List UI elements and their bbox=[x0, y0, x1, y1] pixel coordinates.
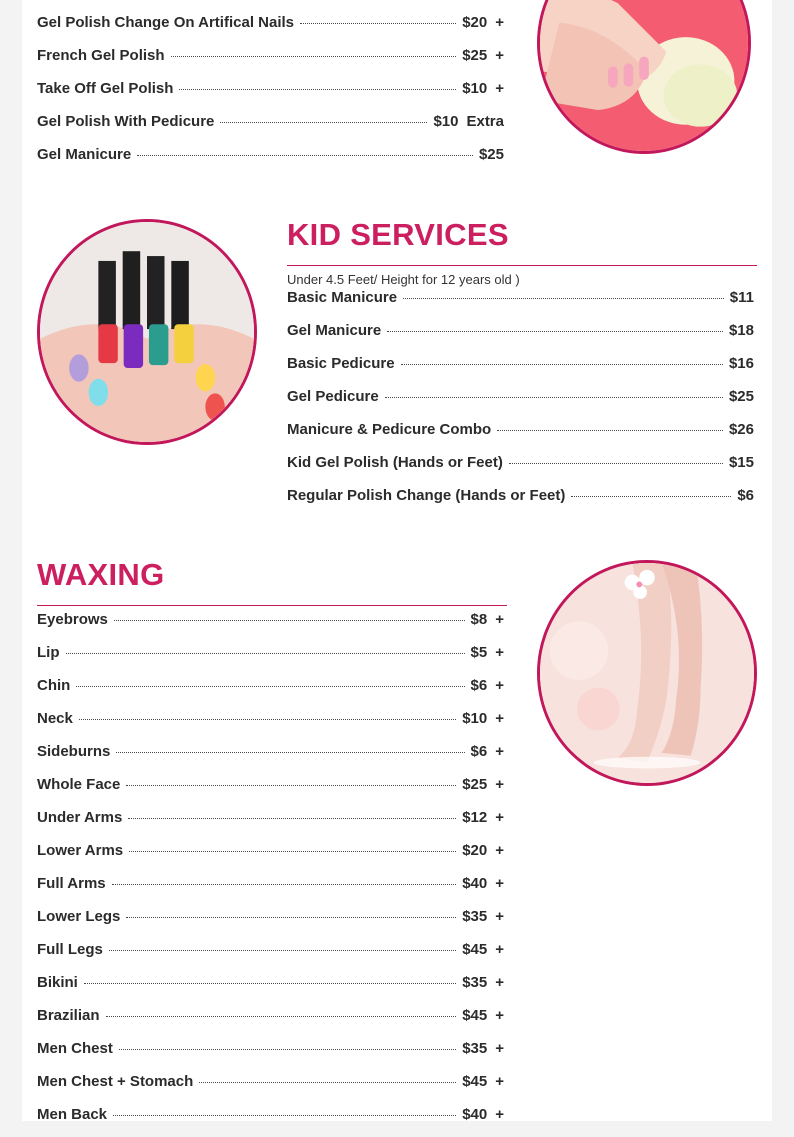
service-name: Lower Legs bbox=[37, 908, 121, 925]
service-price: $25 bbox=[478, 146, 504, 163]
price-suffix: + bbox=[495, 809, 504, 826]
service-price: $35 bbox=[462, 974, 488, 991]
dot-leader bbox=[129, 850, 456, 852]
service-name: Basic Manicure bbox=[287, 289, 398, 306]
service-price: $35 bbox=[462, 1040, 488, 1057]
service-price: $18 bbox=[728, 322, 754, 339]
dot-leader bbox=[403, 297, 724, 299]
price-row bbox=[37, 144, 504, 177]
price-row bbox=[287, 287, 754, 320]
price-suffix: + bbox=[495, 941, 504, 958]
service-name: Gel Polish With Pedicure bbox=[37, 113, 215, 130]
service-name: Men Back bbox=[37, 1106, 108, 1123]
dot-leader bbox=[66, 652, 465, 654]
service-name: Manicure & Pedicure Combo bbox=[287, 421, 492, 438]
price-suffix: Extra bbox=[466, 113, 504, 130]
service-price: $6 bbox=[737, 487, 754, 504]
waxing-list bbox=[37, 609, 504, 1137]
dot-leader bbox=[79, 718, 456, 720]
service-name: Regular Polish Change (Hands or Feet) bbox=[287, 487, 566, 504]
price-row bbox=[37, 675, 504, 708]
price-row bbox=[37, 1005, 504, 1038]
service-name: Gel Manicure bbox=[287, 322, 382, 339]
service-price: $5 bbox=[470, 644, 488, 661]
service-name: Men Chest + Stomach bbox=[37, 1073, 194, 1090]
kid-services-list bbox=[287, 287, 754, 518]
price-row bbox=[287, 353, 754, 386]
price-row bbox=[37, 939, 504, 972]
service-price: $35 bbox=[462, 908, 488, 925]
dot-leader bbox=[171, 55, 457, 57]
kid-services-rule bbox=[287, 265, 757, 266]
dot-leader bbox=[106, 1015, 457, 1017]
price-row bbox=[37, 1071, 504, 1104]
price-suffix: + bbox=[495, 14, 504, 31]
dot-leader bbox=[113, 1114, 456, 1116]
service-name: Men Chest bbox=[37, 1040, 113, 1057]
waxing-heading: WAXING bbox=[37, 557, 165, 592]
dot-leader bbox=[109, 949, 456, 951]
price-row bbox=[37, 1038, 504, 1071]
kid-services-heading: KID SERVICES bbox=[287, 217, 509, 252]
service-price: $6 bbox=[470, 677, 488, 694]
service-name: Full Legs bbox=[37, 941, 103, 958]
price-suffix: + bbox=[495, 47, 504, 64]
service-name: Gel Polish Change On Artifical Nails bbox=[37, 14, 294, 31]
price-suffix: + bbox=[495, 80, 504, 97]
gel-services-list bbox=[37, 12, 504, 177]
service-price: $25 bbox=[728, 388, 754, 405]
price-suffix: + bbox=[495, 974, 504, 991]
dot-leader bbox=[119, 1048, 456, 1050]
dot-leader bbox=[509, 462, 723, 464]
dot-leader bbox=[401, 363, 723, 365]
price-suffix: + bbox=[495, 842, 504, 859]
dot-leader bbox=[571, 495, 731, 497]
dot-leader bbox=[137, 154, 473, 156]
price-suffix: + bbox=[495, 1040, 504, 1057]
service-price: $10 bbox=[462, 80, 488, 97]
price-suffix: + bbox=[495, 611, 504, 628]
price-row bbox=[37, 807, 504, 840]
dot-leader bbox=[76, 685, 464, 687]
colorful-nails-photo bbox=[37, 219, 257, 445]
price-row bbox=[37, 873, 504, 906]
dot-leader bbox=[114, 619, 465, 621]
dot-leader bbox=[112, 883, 457, 885]
dot-leader bbox=[387, 330, 723, 332]
price-row bbox=[37, 906, 504, 939]
price-suffix: + bbox=[495, 1007, 504, 1024]
service-name: Lower Arms bbox=[37, 842, 124, 859]
dot-leader bbox=[179, 88, 456, 90]
waxing-rule bbox=[37, 605, 507, 606]
service-price: $45 bbox=[462, 941, 488, 958]
price-row bbox=[37, 609, 504, 642]
dot-leader bbox=[300, 22, 456, 24]
service-price: $16 bbox=[728, 355, 754, 372]
price-row bbox=[37, 642, 504, 675]
service-name: Bikini bbox=[37, 974, 78, 991]
service-price: $40 bbox=[462, 875, 488, 892]
dot-leader bbox=[126, 916, 456, 918]
dot-leader bbox=[199, 1081, 456, 1083]
service-price: $20 bbox=[462, 842, 488, 859]
service-name: Neck bbox=[37, 710, 73, 727]
price-row bbox=[37, 708, 504, 741]
service-name: Gel Pedicure bbox=[287, 388, 379, 405]
service-name: Basic Pedicure bbox=[287, 355, 395, 372]
dot-leader bbox=[220, 121, 427, 123]
price-row bbox=[37, 12, 504, 45]
price-row bbox=[37, 774, 504, 807]
dot-leader bbox=[116, 751, 464, 753]
price-row bbox=[287, 386, 754, 419]
service-name: Sideburns bbox=[37, 743, 111, 760]
price-suffix: + bbox=[495, 710, 504, 727]
service-name: Take Off Gel Polish bbox=[37, 80, 174, 97]
service-price: $40 bbox=[462, 1106, 488, 1123]
price-row bbox=[37, 111, 504, 144]
price-suffix: + bbox=[495, 677, 504, 694]
service-name: Kid Gel Polish (Hands or Feet) bbox=[287, 454, 503, 471]
service-price: $26 bbox=[728, 421, 754, 438]
service-name: Brazilian bbox=[37, 1007, 100, 1024]
service-name: Chin bbox=[37, 677, 71, 694]
dot-leader bbox=[128, 817, 456, 819]
price-row bbox=[37, 840, 504, 873]
price-row bbox=[287, 452, 754, 485]
service-price: $10 bbox=[433, 113, 459, 130]
price-suffix: + bbox=[495, 644, 504, 661]
service-price: $8 bbox=[470, 611, 488, 628]
legs-photo bbox=[537, 560, 757, 786]
price-row bbox=[37, 45, 504, 78]
service-name: Whole Face bbox=[37, 776, 121, 793]
kid-services-subtitle: Under 4.5 Feet/ Height for 12 years old ) bbox=[287, 272, 520, 287]
price-suffix: + bbox=[495, 875, 504, 892]
service-price: $15 bbox=[728, 454, 754, 471]
service-price: $10 bbox=[462, 710, 488, 727]
price-row bbox=[37, 972, 504, 1005]
dot-leader bbox=[385, 396, 723, 398]
dot-leader bbox=[84, 982, 456, 984]
service-name: Under Arms bbox=[37, 809, 123, 826]
service-price: $45 bbox=[462, 1007, 488, 1024]
service-name: French Gel Polish bbox=[37, 47, 165, 64]
service-price: $12 bbox=[462, 809, 488, 826]
price-suffix: + bbox=[495, 1073, 504, 1090]
price-suffix: + bbox=[495, 908, 504, 925]
service-price: $11 bbox=[729, 289, 754, 306]
service-name: Lip bbox=[37, 644, 60, 661]
price-suffix: + bbox=[495, 776, 504, 793]
service-name: Gel Manicure bbox=[37, 146, 132, 163]
price-row bbox=[37, 741, 504, 774]
price-row bbox=[287, 320, 754, 353]
service-price: $6 bbox=[470, 743, 488, 760]
price-row bbox=[287, 419, 754, 452]
service-price: $25 bbox=[462, 776, 488, 793]
dot-leader bbox=[497, 429, 723, 431]
price-suffix: + bbox=[495, 743, 504, 760]
dot-leader bbox=[126, 784, 456, 786]
service-price: $45 bbox=[462, 1073, 488, 1090]
service-name: Eyebrows bbox=[37, 611, 108, 628]
price-suffix: + bbox=[495, 1106, 504, 1123]
price-row bbox=[37, 78, 504, 111]
service-price: $20 bbox=[462, 14, 488, 31]
price-row bbox=[287, 485, 754, 518]
service-name: Full Arms bbox=[37, 875, 106, 892]
service-price: $25 bbox=[462, 47, 488, 64]
